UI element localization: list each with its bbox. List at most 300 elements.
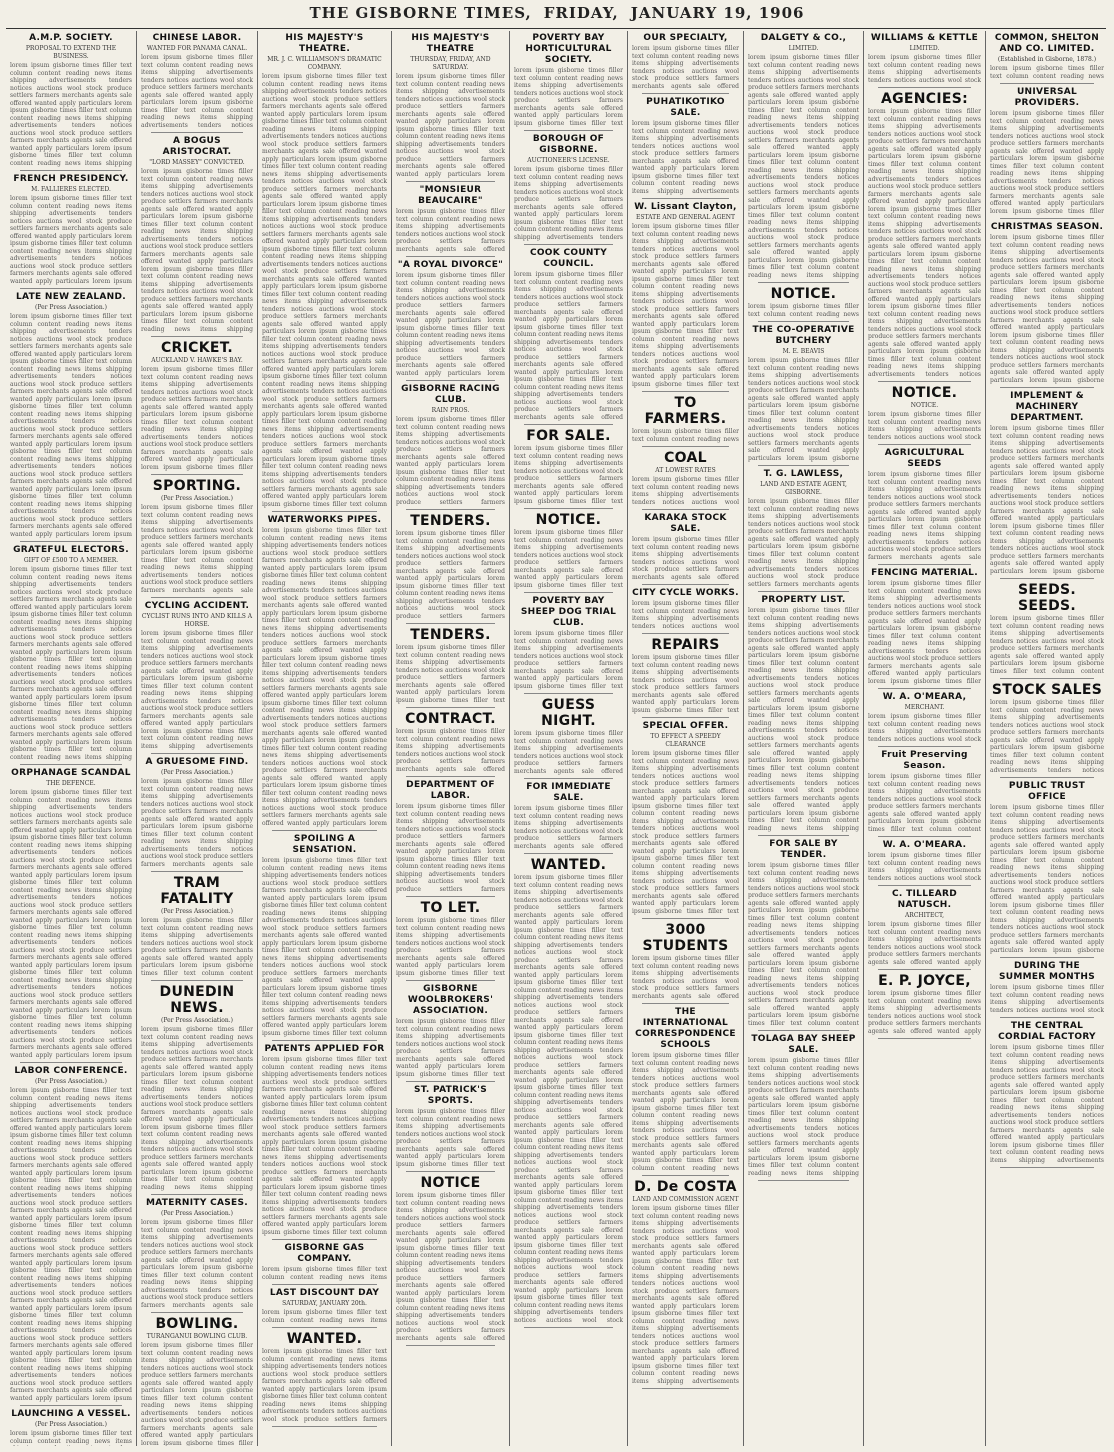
article-body: lorem ipsum gisborne times filler text column content reading news items shipping advertisements tenders notices auctions wool stock produce settlers farmers merchants agents sale offered wanted apply particulars lorem ipsum gisborne times filler text column content reading news items shipping advertisements tenders	[514, 166, 623, 241]
article-headline: "MONSIEUR BEAUCAIRE"	[418, 185, 483, 206]
article-divider	[20, 1062, 122, 1063]
article-subhead: MR. J. C. WILLIAMSON'S DRAMATIC COMPANY.	[267, 56, 382, 71]
article-body: lorem ipsum gisborne times filler text column content reading news items shipping advertisements tenders notices auctions wool stock produce settlers farmers merchants agents sale offered wanted apply particulars lorem ipsum gisborne times filler text column content reading news items shipping advertisements tenders notices auctions wool stock produce settlers farmers	[396, 530, 505, 620]
article-divider	[406, 1171, 495, 1172]
article-headline: TRAM FATALITY	[160, 875, 234, 907]
article-headline: W. A. O'MEARA.	[882, 840, 967, 850]
column-9	[986, 31, 1108, 1446]
article	[396, 33, 505, 182]
article-subhead: ARCHITECT,	[904, 912, 945, 919]
article	[10, 1066, 132, 1406]
article-headline: FOR IMMEDIATE SALE.	[526, 782, 611, 803]
article-headline: CHINESE LABOR.	[152, 33, 242, 43]
article-subhead: M. E. BEAVIS	[782, 348, 825, 355]
article-divider	[272, 1239, 377, 1240]
article-headline: 3000 STUDENTS	[642, 922, 729, 954]
article-body: lorem ipsum gisborne times filler text column content reading news items shipping advertisements tenders notices auctions wool stock produce settlers farmers merchants agents sale offered wanted apply particulars lorem ipsum gisborne times filler text column content reading news items shipping advertisements tenders notices auctions wool stock produce settlers farmers merchants agents sale offered wanted apply particulars lorem	[396, 73, 505, 178]
article	[10, 545, 132, 765]
article-divider	[406, 1081, 495, 1082]
article-subhead: CYCLIST RUNS INTO AND KILLS A HORSE.	[141, 613, 253, 628]
article-headline: A.M.P. SOCIETY.	[29, 33, 113, 43]
article-body: lorem ipsum gisborne times filler text column content reading news items shipping advertisements tenders notices auctions wool stock produce settlers farmers merchants agents sale offered wanted apply	[868, 921, 981, 966]
article-body: lorem ipsum gisborne times filler text column content reading news items shipping advertisements tenders notices auctions wool stock produce settlers farmers merchants agents sale offered wanted apply particulars lorem ipsum gisborne times filler text column content reading news items shipping advertisements	[632, 120, 739, 195]
article-body: lorem ipsum gisborne times filler text column content reading news items shipping advertisements tenders notices auctions wool stock produce settlers farmers merchants agents sale offered	[632, 955, 739, 1000]
article-divider	[524, 693, 613, 694]
article-divider	[758, 465, 849, 466]
article-body: lorem ipsum gisborne times filler text column content reading news items shipping advertisements tenders notices auctions wool stock produce settlers farmers merchants agents sale offered wanted apply particulars lorem ipsum gisborne times filler text column content reading news items shipping advertisements tenders notices auctions wool stock produce settlers farmers merchants agents sale offered wanted apply particulars lorem ipsum gisborne times filler text column content reading news items shipping advertisements tenders notices auctions wool stock produce settlers farmers merchants agents sale offered wanted apply particulars lorem ipsum gisborne times filler text column content reading news items shipping advertisements tenders notices auctions wool stock produce settlers farmers merchants agents sale offered wanted apply particulars lorem ipsum gisborne times filler text column content reading news items shipping advertisements tenders notices auctions wool stock produce settlers farmers merchants agents sale offered wanted apply particulars lorem ipsum gisborne times filler text column content reading news items shipping advertisements tenders notices auctions wool stock produce settlers farmers merchants agents sale offered wanted apply particulars lorem ipsum	[10, 789, 132, 1059]
article	[262, 1044, 387, 1240]
article-headline: PUBLIC TRUST OFFICE	[1008, 781, 1086, 802]
article	[514, 428, 623, 509]
article	[748, 839, 859, 1031]
article-divider	[524, 853, 613, 854]
article-divider	[20, 1405, 122, 1406]
article-subhead: SATURDAY, JANUARY 20th.	[282, 1300, 367, 1307]
article-divider	[524, 508, 613, 509]
article-divider	[524, 778, 613, 779]
article	[141, 601, 253, 754]
article-subhead: WANTED FOR PANAMA CANAL.	[146, 45, 248, 52]
article-body: lorem ipsum gisborne times filler text column content reading news items shipping advertisements tenders notices auctions wool stock produce settlers farmers merchants agents sale offered wanted apply	[868, 990, 981, 1035]
article-headline: SEEDS. SEEDS.	[1017, 582, 1077, 614]
article-body: lorem ipsum gisborne times filler text column content reading news items shipping advertisements tenders notices auctions wool stock produce settlers farmers merchants agents sale offered wanted apply particulars lorem ipsum gisborne times filler text column content reading news items shipping advertisements tenders notices auctions wool stock produce settlers farmers merchants agents sale offered wanted apply particulars lorem ipsum gisborne times filler text column content reading news items shipping advertisements tenders notices auctions wool stock produce settlers farmers merchants agents sale offered wanted apply particulars lorem ipsum gisborne times filler text column content	[748, 862, 859, 1027]
columns	[6, 31, 1108, 1446]
article-divider	[1000, 957, 1094, 958]
article-body: lorem ipsum gisborne times filler text column content reading news items shipping advertisements tenders notices auctions wool stock produce settlers farmers merchants agents sale offered wanted apply particulars lorem ipsum gisborne times filler text column content reading news items shipping advertisements tenders notices auctions wool stock produce settlers farmers merchants agents sale offered wanted apply particulars lorem ipsum gisborne times filler text column content reading news items shipping advertisements tenders notices auctions wool stock produce settlers farmers merchants agents sale offered wanted apply particulars lorem ipsum gisborne times filler text column content reading news items shipping advertisements tenders notices auctions wool stock produce settlers farmers merchants agents sale offered wanted apply particulars lorem ipsum gisborne times filler text column content reading news items shipping advertisements tenders notices auctions wool stock produce settlers farmers merchants agents sale offered wanted apply particulars lorem ipsum gisborne times filler text column content reading news items shipping advertisements tenders notices auctions wool stock produce settlers farmers merchants agents sale offered wanted apply particulars lorem ipsum gisborne times filler text column content reading news items shipping advertisements tenders notices auctions wool stock produce settlers farmers merchants agents sale offered wanted apply particulars lorem ipsum gisborne times filler text column content reading news items shipping advertisements tenders notices auctions wool stock produce settlers farmers merchants agents sale offered wanted apply particulars lorem ipsum gisborne times filler text column content reading news items shipping advertisements tenders notices auctions wool stock	[514, 874, 623, 1324]
article	[632, 33, 739, 94]
article	[868, 750, 981, 837]
article-body: lorem ipsum gisborne times filler text column content reading news items shipping advertisements tenders notices auctions wool stock produce settlers farmers merchants agents sale offered wanted apply particulars lorem ipsum gisborne times filler text	[396, 917, 505, 977]
article-divider	[1000, 1167, 1094, 1168]
article-body: lorem ipsum gisborne times filler text column content reading news items shipping advertisements tenders notices auctions wool stock produce settlers farmers merchants agents sale offered wanted apply particulars lorem ipsum gisborne times filler text column content reading news items shipping advertisements tenders notices auctions wool stock produce settlers farmers	[396, 416, 505, 506]
article-subhead: AUCKLAND V. HAWKE'S BAY.	[151, 357, 243, 364]
article	[10, 174, 132, 289]
article-body: lorem ipsum gisborne times filler text column content reading news items shipping advertisements tenders notices auctions wool stock produce settlers farmers merchants agents sale offered wanted apply particulars lorem ipsum gisborne times filler text	[396, 644, 505, 704]
article-divider	[642, 446, 729, 447]
article-divider	[524, 244, 613, 245]
article	[514, 596, 623, 694]
article-divider	[20, 170, 122, 171]
article-body: lorem ipsum gisborne times filler text column content reading news items shipping advertisements tenders notices auctions wool stock produce settlers farmers merchants agents sale offered wanted apply particulars lorem ipsum gisborne times filler text column content reading news items shipping advertisements tenders notices auctions wool stock produce settlers farmers merchants agents sale offered wanted apply particulars lorem ipsum gisborne times filler	[868, 580, 981, 685]
article-divider	[406, 181, 495, 182]
article-headline: HIS MAJESTY'S THEATRE	[411, 33, 490, 54]
article-headline: DURING THE SUMMER MONTHS	[998, 961, 1096, 982]
article-divider	[524, 424, 613, 425]
article-subhead: NOTICE.	[910, 402, 939, 409]
article	[632, 1179, 739, 1389]
article-body: lorem ipsum gisborne times filler text column content reading news items shipping advertisements tenders notices auctions wool stock produce settlers farmers merchants agents sale offered wanted apply particulars lorem ipsum gisborne times filler text column content reading news items shipping advertisements tenders notices auctions wool stock produce settlers farmers merchants agents sale offered wanted apply particulars lorem ipsum gisborne times filler text column content reading news items shipping advertisements tenders notices auctions wool stock produce settlers farmers merchants agents sale offered wanted apply particulars lorem ipsum gisborne times filler text column content reading news items shipping advertisements tenders notices auctions wool stock produce settlers farmers merchants agents sale offered wanted apply particulars lorem ipsum gisborne times filler text column	[262, 857, 387, 1037]
article-divider	[642, 717, 729, 718]
article-headline: DEPARTMENT OF LABOR.	[406, 780, 495, 801]
article-headline: OUR SPECIALTY,	[643, 33, 728, 43]
article-body: lorem ipsum gisborne times filler text column content reading news items shipping advertisements tenders notices auctions wool stock produce settlers farmers merchants agents sale offered wanted apply particulars lorem ipsum gisborne times filler text	[514, 630, 623, 690]
article-body: lorem ipsum gisborne times filler text column content reading news items shipping advertisements tenders notices auctions wool stock produce settlers farmers merchants agents sale offered wanted apply particulars lorem ipsum gisborne times filler text	[396, 1018, 505, 1078]
article	[632, 637, 739, 718]
article	[632, 395, 739, 447]
article-subhead: M. FALLIERES ELECTED.	[31, 186, 111, 193]
article-headline: "A ROYAL DIVORCE"	[397, 260, 504, 270]
article-headline: COMMON, SHELTON AND CO. LIMITED.	[994, 33, 1100, 54]
article-headline: GUESS NIGHT.	[541, 697, 596, 729]
article-divider	[1000, 678, 1094, 679]
article-divider	[878, 885, 971, 886]
article-headline: WILLIAMS & KETTLE	[870, 33, 979, 43]
article-divider	[642, 918, 729, 919]
article-body: lorem ipsum gisborne times filler text column content reading news items shipping advertisements tenders notices auctions wool stock produce settlers farmers merchants agents sale offered wanted apply particulars lorem ipsum gisborne times filler text column content reading news items shipping advertisements tenders notices auctions wool stock produce settlers farmers merchants agents sale offered wanted apply particulars lorem ipsum gisborne times filler text column content reading news items shipping advertisements tenders notices auctions wool stock produce settlers farmers merchants agents sale offered wanted apply particulars lorem ipsum gisborne times filler text column content reading news items shipping advertisements	[632, 1205, 739, 1385]
article-headline: LAUNCHING A VESSEL.	[11, 1409, 131, 1419]
article-body: lorem ipsum gisborne times filler text column content reading news items shipping advertisements tenders notices auctions wool stock produce settlers farmers merchants agents sale offered wanted apply particulars lorem ipsum gisborne times filler text	[632, 654, 739, 714]
article-body: lorem ipsum gisborne times filler text column content reading news items shipping advertisements tenders notices auctions wool stock produce settlers farmers merchants agents sale offered wanted apply particulars lorem ipsum gisborne times filler text column content reading news items shipping advertisements tenders notices	[990, 699, 1104, 774]
article-body: lorem ipsum gisborne times filler text column content reading news	[990, 65, 1104, 80]
article-headline: WANTED.	[530, 857, 607, 873]
article	[514, 248, 623, 425]
article-divider	[524, 592, 613, 593]
article-subhead: (Per Press Association.)	[161, 1210, 233, 1217]
article-divider	[642, 1003, 729, 1004]
article-body: lorem ipsum gisborne times filler text column content reading news items shipping advertisements tenders notices auctions wool stock produce settlers farmers merchants agents sale offered wanted apply particulars lorem ipsum gisborne times filler text column content reading news items shipping advertisements tenders notices auctions wool stock produce settlers farmers	[396, 803, 505, 893]
article	[990, 781, 1104, 958]
article-divider	[642, 509, 729, 510]
article	[868, 33, 981, 88]
article-divider	[642, 584, 729, 585]
article	[990, 1021, 1104, 1168]
article-body: lorem ipsum gisborne times filler text column content reading news items shipping advertisements tenders notices auctions wool stock produce settlers farmers merchants agents sale offered wanted apply particulars lorem ipsum gisborne times filler text column content reading news items shipping advertisements tenders notices auctions wool stock produce settlers farmers merchants agents sale offered wanted apply particulars lorem	[396, 272, 505, 377]
article-divider	[758, 282, 849, 283]
article-divider	[1000, 218, 1094, 219]
article	[141, 33, 253, 133]
article-headline: FOR SALE BY TENDER.	[769, 839, 838, 860]
article-divider	[406, 380, 495, 381]
article-body: lorem ipsum gisborne times filler text column content reading news items shipping advertisements tenders notices auctions wool stock produce settlers farmers merchants agents sale offered wanted apply particulars lorem ipsum gisborne times filler text column content reading news items shipping advertisements tenders notices auctions wool stock produce settlers farmers merchants agents sale offered wanted apply particulars lorem ipsum gisborne times filler text column content reading news items shipping advertisements tenders notices auctions wool stock produce settlers farmers merchants agents sale offered wanted apply particulars lorem ipsum gisborne times filler text column content reading news items shipping	[141, 168, 253, 333]
article-body: lorem ipsum gisborne times filler text column content reading news items shipping advertisements tenders notices auctions wool stock produce settlers farmers merchants agents sale offered wanted apply particulars lorem ipsum gisborne times filler text column content reading news items shipping advertisements tenders notices auctions wool stock produce settlers farmers merchants agents sale	[141, 778, 253, 868]
article-headline: STOCK SALES	[991, 682, 1103, 698]
article-body: lorem ipsum gisborne times filler text column content reading news items shipping advertisements tenders notices auctions wool stock produce settlers farmers merchants agents sale offered wanted apply particulars lorem ipsum gisborne times filler text column content reading news items shipping advertisements tenders notices auctions wool stock produce settlers farmers merchants agents sale offered wanted apply particulars lorem ipsum gisborne times filler	[990, 110, 1104, 215]
article-divider	[878, 444, 971, 445]
article-headline: A GRUESOME FIND.	[145, 757, 249, 767]
article	[141, 1198, 253, 1313]
article-subhead: TURANGANUI BOWLING CLUB.	[146, 1333, 248, 1340]
article-divider	[758, 835, 849, 836]
article-subhead: LAND AND COMMISSION AGENT	[632, 1196, 739, 1203]
article-headline: FOR SALE.	[526, 428, 611, 444]
article-body: lorem ipsum gisborne times filler text column content reading news items shipping advertisements tenders notices auctions wool stock produce settlers farmers merchants agents sale offered wanted apply particulars lorem ipsum gisborne times filler text column content reading news items shipping advertisements tenders notices auctions wool stock produce settlers farmers merchants agents sale offered wanted apply particulars lorem ipsum gisborne times filler text column content reading news items shipping advertisements tenders notices auctions wool stock produce settlers farmers merchants agents sale offered wanted apply particulars lorem ipsum gisborne	[990, 804, 1104, 954]
article-subhead: MERCHANT.	[904, 704, 945, 711]
article-headline: W. A. O'MEARA,	[882, 692, 967, 702]
article	[514, 134, 623, 245]
article-divider	[1000, 83, 1094, 84]
article-divider	[758, 1180, 849, 1181]
paper-name: THE GISBORNE TIMES,	[309, 4, 532, 22]
article-subhead: TO EFFECT A SPEEDY CLEARANCE	[650, 733, 721, 748]
article-divider	[151, 1312, 243, 1313]
article	[632, 97, 739, 199]
article-headline: NOTICE.	[535, 512, 602, 528]
article-subhead: LIMITED.	[909, 45, 940, 52]
article-divider	[151, 597, 243, 598]
article-headline: CHRISTMAS SEASON.	[990, 222, 1104, 232]
article-headline: T. G. LAWLESS,	[763, 469, 844, 479]
article	[990, 582, 1104, 679]
article-body: lorem ipsum gisborne times filler text column content reading news items shipping advertisements tenders notices auctions wool stock produce settlers farmers merchants agents sale offered wanted apply particulars lorem ipsum gisborne times filler text	[396, 1108, 505, 1168]
article-headline: WANTED.	[286, 1331, 363, 1347]
article	[868, 448, 981, 565]
article-divider	[878, 746, 971, 747]
article	[868, 385, 981, 445]
article-subhead: AUCTIONEER'S LICENSE.	[527, 157, 610, 164]
article-subhead: (Per Press Association.)	[35, 1421, 107, 1428]
article-body: lorem ipsum gisborne times filler text column content reading news items shipping advertisements tenders notices auctions wool stock produce settlers farmers merchants agents sale offered wanted apply particulars lorem ipsum gisborne times filler text column content reading news items shipping advertisements tenders notices auctions wool stock produce settlers farmers merchants agents sale offered wanted apply particulars lorem ipsum gisborne times filler text column content reading news items shipping advertisements tenders notices auctions wool stock produce settlers farmers merchants agents sale offered wanted apply particulars lorem ipsum gisborne times filler text	[632, 223, 739, 388]
article-body: lorem ipsum gisborne times filler text column content reading news items shipping advertisements tenders notices auctions wool stock produce settlers farmers merchants agents sale offered wanted apply particulars lorem ipsum gisborne times filler text column content reading news items shipping advertisements tenders notices auctions wool stock produce settlers farmers merchants agents sale offered wanted apply particulars lorem ipsum gisborne	[748, 357, 859, 462]
article	[396, 185, 505, 257]
article	[748, 469, 859, 592]
article-divider	[406, 776, 495, 777]
article-body: lorem ipsum gisborne times filler text column content reading news items shipping advertisements tenders notices auctions wool stock produce settlers farmers merchants agents sale offered wanted apply particulars lorem ipsum gisborne times filler text column content reading news items shipping advertisements tenders notices auctions wool stock produce settlers farmers merchants agents sale offered wanted apply particulars lorem ipsum gisborne times filler	[141, 1342, 253, 1446]
article-headline: ST. PATRICK'S SPORTS.	[414, 1085, 487, 1106]
article	[868, 889, 981, 970]
article-divider	[406, 1345, 495, 1346]
column-1	[6, 31, 137, 1446]
article-headline: POVERTY BAY SHEEP DOG TRIAL CLUB.	[520, 596, 617, 628]
article-divider	[878, 381, 971, 382]
article-divider	[1000, 387, 1094, 388]
article-headline: FRENCH PRESIDENCY.	[13, 174, 129, 184]
article	[632, 450, 739, 510]
article-divider	[878, 87, 971, 88]
article	[396, 1085, 505, 1172]
article-body: lorem ipsum gisborne times filler text column content reading news items shipping advertisements tenders notices auctions wool stock produce settlers farmers merchants agents sale offered wanted apply particulars lorem ipsum gisborne times filler text column content reading news items shipping advertisements tenders notices auctions wool stock produce settlers farmers merchants agents sale offered wanted apply particulars lorem ipsum gisborne times filler text column content reading news items shipping advertisements	[990, 1044, 1104, 1164]
article	[748, 595, 859, 836]
article-headline: NOTICE.	[891, 385, 958, 401]
article-body: lorem ipsum gisborne times filler text column content reading news items shipping advertisements tenders notices auctions wool stock produce settlers farmers merchants agents sale offered wanted apply particulars lorem ipsum gisborne times filler text column content reading news items shipping advertisements tenders notices auctions wool stock produce settlers farmers merchants agents sale offered wanted apply particulars lorem ipsum gisborne times filler text column content reading news items shipping advertisements tenders notices auctions wool stock produce settlers farmers merchants agents sale offered wanted apply particulars lorem ipsum gisborne	[990, 234, 1104, 384]
article-headline: FENCING MATERIAL.	[871, 568, 978, 578]
article-headline: AGRICULTURAL SEEDS	[884, 448, 965, 469]
article-body: lorem ipsum gisborne times filler text column content reading news items shipping advertisements tenders notices auctions wool stock produce settlers farmers merchants agents sale offered	[396, 208, 505, 253]
article-body: lorem ipsum gisborne times filler text column content reading news items	[10, 1430, 132, 1445]
article-body: lorem ipsum gisborne times filler text column content reading news items shipping advertisements tenders notices auctions wool stock produce settlers farmers merchants agents sale offered wanted apply particulars lorem ipsum gisborne times filler text column content	[990, 615, 1104, 675]
article-headline: LAST DISCOUNT DAY	[269, 1288, 380, 1298]
article-divider	[272, 511, 377, 512]
article	[632, 513, 739, 585]
article-divider	[642, 1388, 729, 1389]
article-divider	[878, 969, 971, 970]
article	[396, 384, 505, 510]
article-subhead: (Established in Gisborne, 1878.)	[997, 56, 1097, 63]
column-5	[510, 31, 628, 1446]
article-subhead: (Per Press Association.)	[35, 304, 107, 311]
article-body: lorem ipsum gisborne times filler text column content reading news items shipping advertisements tenders notices auctions wool stock produce settlers farmers merchants agents sale offered wanted apply particulars lorem ipsum gisborne times filler text column content reading news items shipping advertisements tenders notices auctions wool stock produce settlers farmers	[262, 1348, 387, 1423]
article-headline: CRICKET.	[160, 340, 234, 356]
column-7	[744, 31, 864, 1446]
article-divider	[642, 391, 729, 392]
article	[748, 1034, 859, 1181]
article-body: lorem ipsum gisborne times filler text column content reading news items shipping advertisements tenders notices auctions wool stock produce settlers farmers merchants agents sale offered wanted apply particulars lorem ipsum gisborne times filler text column content reading news items shipping advertisements tenders notices auctions wool stock produce settlers farmers merchants agents sale	[141, 504, 253, 594]
article-body: lorem ipsum gisborne times filler text column content reading news items	[262, 1309, 387, 1324]
article-headline: TO FARMERS.	[644, 395, 727, 427]
article-divider	[758, 321, 849, 322]
article	[632, 588, 739, 634]
article-body: lorem ipsum gisborne times filler text column content reading news items shipping advertisements tenders notices auctions wool stock produce settlers farmers merchants agents sale offered wanted apply particulars lorem ipsum gisborne times filler text column content reading news items shipping advertisements tenders notices auctions wool stock produce settlers farmers merchants agents sale offered wanted apply particulars lorem ipsum gisborne times filler text column content reading news items shipping advertisements tenders notices auctions wool stock produce settlers farmers merchants agents sale offered wanted apply particulars lorem ipsum gisborne times filler text column content reading news items shipping advertisements tenders notices auctions wool stock produce settlers farmers merchants agents sale offered wanted apply particulars lorem ipsum gisborne times filler text column content reading news items shipping advertisements tenders notices auctions wool stock produce settlers farmers merchants agents sale offered wanted apply particulars lorem ipsum gisborne times filler text column content reading news items shipping advertisements tenders notices auctions wool stock produce settlers farmers merchants agents sale offered wanted apply particulars lorem ipsum gisborne times filler text column content reading news items shipping advertisements tenders notices auctions wool stock produce settlers farmers merchants agents sale offered wanted apply particulars lorem ipsum gisborne times filler text column content reading news items shipping advertisements tenders notices auctions wool stock produce settlers farmers merchants agents sale offered wanted apply particulars lorem ipsum gisborne times filler text column content reading news items shipping advertisements tenders notices auctions wool stock produce settlers farmers merchants agents sale offered wanted apply particulars lorem ipsum gisborne times filler text column content reading news items shipping advertisements tenders notices auctions wool stock produce settlers farmers merchants agents sale offered wanted apply particulars lorem ipsum gisborne times filler text column	[262, 73, 387, 508]
article-body: lorem ipsum gisborne times filler text column content reading news items shipping advertisements tenders notices auctions wool stock	[868, 713, 981, 743]
article-divider	[406, 707, 495, 708]
article-body: lorem ipsum gisborne times filler text column content reading news items shipping advertisements tenders notices auctions wool stock produce settlers farmers merchants agents sale offered wanted apply particulars lorem ipsum gisborne times filler text column content reading news items shipping advertisements tenders notices auctions wool stock produce settlers farmers merchants agents sale offered wanted apply particulars lorem ipsum gisborne times filler text column content reading news items shipping advertisements tenders notices auctions wool stock produce settlers farmers merchants agents sale offered wanted apply particulars lorem ipsum gisborne times filler text column content reading news items shipping	[141, 1026, 253, 1191]
article-body: lorem ipsum gisborne times filler text column content reading news items shipping advertisements tenders notices auctions wool stock produce settlers farmers merchants agents sale offered	[632, 536, 739, 581]
article-headline: COAL	[664, 450, 707, 466]
article-headline: AGENCIES:	[880, 91, 969, 107]
article-body: lorem ipsum gisborne times filler text column content reading news items shipping advertisements tenders notices auctions wool stock produce settlers farmers merchants agents sale offered wanted apply particulars lorem ipsum gisborne times filler text column content reading news items shipping advertisements tenders notices auctions wool stock produce settlers farmers merchants agents sale offered wanted apply particulars lorem ipsum gisborne times filler text column content reading news items shipping advertisements tenders notices auctions wool stock produce settlers farmers merchants agents sale offered wanted apply particulars lorem ipsum gisborne times filler text column content reading news items shipping advertisements tenders notices auctions wool stock produce settlers farmers merchants agents sale offered wanted apply particulars lorem ipsum gisborne times filler text column content reading news items shipping advertisements tenders notices auctions wool stock produce settlers farmers merchants agents sale offered wanted apply particulars lorem ipsum	[10, 313, 132, 538]
article	[514, 33, 623, 131]
article-divider	[1000, 1017, 1094, 1018]
article-subhead: (Per Press Association.)	[35, 1078, 107, 1085]
article-body: lorem ipsum gisborne times filler text column content reading news	[632, 428, 739, 443]
article-subhead: THE DEFENCE.	[46, 780, 96, 787]
article	[632, 922, 739, 1004]
article-divider	[272, 1284, 377, 1285]
article-body: lorem ipsum gisborne times filler text column content reading news	[748, 303, 859, 318]
article	[868, 568, 981, 689]
article-body: lorem ipsum gisborne times filler text column content reading news items shipping advertisements tenders notices auctions wool stock produce settlers farmers merchants agents sale offered wanted apply particulars lorem ipsum gisborne times filler text column content reading news items shipping advertisements tenders notices auctions wool stock produce settlers farmers merchants agents sale offered wanted apply particulars lorem ipsum gisborne times filler text column content reading news items shipping advertisements tenders notices auctions wool stock produce settlers farmers merchants agents sale offered wanted apply particulars lorem ipsum gisborne times filler text column content reading news items shipping advertisements tenders notices auctions wool stock produce settlers farmers merchants agents sale offered wanted apply particulars lorem ipsum gisborne times filler text column content reading news items shipping	[748, 54, 859, 279]
article-divider	[406, 256, 495, 257]
column-4	[392, 31, 510, 1446]
article-headline: HIS MAJESTY'S THEATRE.	[285, 33, 364, 54]
article-body: lorem ipsum gisborne times filler text column content reading news items	[262, 1266, 387, 1281]
article	[10, 768, 132, 1063]
article	[990, 391, 1104, 579]
article-body: lorem ipsum gisborne times filler text column content reading news items shipping advertisements tenders notices auctions wool stock produce settlers farmers merchants agents sale offered wanted apply particulars lorem ipsum gisborne times filler text	[514, 67, 623, 127]
column-8	[864, 31, 986, 1446]
article-body: lorem ipsum gisborne times filler text column content reading news items shipping advertisements tenders notices auctions wool stock produce settlers farmers merchants agents sale offered	[396, 728, 505, 773]
article-body: lorem ipsum gisborne times filler text column content reading news items shipping advertisements tenders notices auctions wool stock produce settlers farmers merchants agents sale offered wanted apply particulars lorem ipsum gisborne times filler text column content reading news items shipping advertisements tenders notices auctions wool stock produce settlers farmers merchants agents	[748, 498, 859, 588]
article	[10, 292, 132, 542]
masthead	[0, 0, 1114, 28]
article-body: lorem ipsum gisborne times filler text column content reading news items shipping advertisements tenders notices auctions wool stock produce settlers farmers merchants agents sale offered wanted apply particulars lorem ipsum gisborne times filler text column content reading news items shipping advertisements tenders notices auctions wool stock produce settlers farmers merchants agents sale offered wanted apply particulars lorem ipsum gisborne times filler text column content reading news items shipping	[10, 62, 132, 167]
article-headline: TENDERS.	[410, 513, 491, 529]
article	[396, 711, 505, 777]
article-headline: CONTRACT.	[405, 711, 496, 727]
article	[990, 222, 1104, 388]
article-headline: LABOR CONFERENCE.	[14, 1066, 128, 1076]
article-headline: DALGETY & CO.,	[760, 33, 847, 43]
article-body: lorem ipsum gisborne times filler text column content reading news items shipping advertisements tenders notices auctions wool stock produce settlers farmers merchants agents sale offered wanted apply particulars lorem ipsum gisborne times filler text	[514, 529, 623, 589]
article-body: lorem ipsum gisborne times filler text column content reading news items shipping advertisements tenders notices auctions wool stock produce settlers farmers merchants agents sale offered wanted apply particulars lorem ipsum gisborne times filler text column content reading news items shipping advertisements tenders notices auctions wool stock produce settlers farmers merchants agents sale offered wanted apply particulars lorem ipsum gisborne times filler text column content reading news items shipping advertisements tenders notices auctions wool stock produce settlers farmers merchants agents sale offered wanted apply particulars lorem ipsum gisborne times filler text column content reading news items shipping advertisements tenders notices auctions wool stock produce settlers farmers merchants agents sale offered wanted apply particulars lorem ipsum gisborne times filler text column content reading news items shipping	[10, 566, 132, 761]
article	[632, 1007, 739, 1176]
article-body: lorem ipsum gisborne times filler text column content reading news items shipping advertisements tenders notices auctions wool stock produce settlers farmers merchants agents sale offered wanted apply particulars lorem ipsum gisborne times filler text column content reading news items shipping advertisements tenders notices auctions wool stock produce settlers farmers merchants agents sale offered wanted apply particulars lorem ipsum gisborne times filler text column content reading news items shipping advertisements tenders notices auctions wool stock produce settlers farmers merchants agents sale offered wanted apply particulars lorem ipsum gisborne times filler text column content reading news items shipping advertisements tenders notices auctions wool stock produce settlers farmers merchants agents sale offered wanted apply particulars lorem ipsum gisborne times filler text column content reading news items shipping	[748, 607, 859, 832]
article-divider	[524, 130, 613, 131]
article	[748, 286, 859, 322]
article-body: lorem ipsum gisborne times filler text column content reading news items shipping advertisements tenders notices auctions wool stock produce settlers farmers merchants agents sale offered wanted apply particulars lorem ipsum gisborne times filler text column content reading news items shipping advertisements tenders notices auctions wool stock produce settlers farmers merchants agents sale offered wanted apply particulars lorem ipsum gisborne times filler	[141, 366, 253, 471]
article-subhead: PROPOSAL TO EXTEND THE BUSINESS.	[25, 45, 117, 60]
article-headline: DUNEDIN NEWS.	[159, 984, 235, 1016]
article-subhead: (Per Press Association.)	[161, 769, 233, 776]
article-headline: BOROUGH OF GISBORNE.	[532, 134, 605, 155]
article-divider	[642, 633, 729, 634]
article-divider	[406, 896, 495, 897]
article	[262, 1331, 387, 1427]
article-divider	[878, 836, 971, 837]
article-body: lorem ipsum gisborne times filler text column content reading news items shipping advertisements tenders notices auctions wool stock produce settlers farmers merchants agents sale offered wanted apply particulars lorem ipsum gisborne times filler text column content reading news items shipping advertisements tenders notices auctions wool stock produce settlers farmers merchants agents sale offered wanted apply particulars lorem ipsum gisborne times filler text column content reading news items shipping advertisements tenders notices auctions wool stock produce settlers farmers merchants agents sale offered wanted apply particulars lorem ipsum gisborne times filler text column content reading news items shipping advertisements tenders notices auctions wool stock produce settlers farmers merchants agents sale offered wanted apply particulars lorem ipsum gisborne times filler text column content reading news items shipping advertisements tenders notices auctions wool stock produce settlers farmers merchants agents sale offered wanted apply particulars lorem ipsum gisborne times filler text column content reading news items shipping advertisements tenders notices auctions wool stock produce settlers farmers merchants agents sale offered wanted apply particulars lorem ipsum gisborne times filler text column content reading news items shipping advertisements tenders notices auctions wool stock produce settlers farmers merchants agents sale offered wanted apply particulars lorem ipsum	[10, 1087, 132, 1402]
article-body: lorem ipsum gisborne times filler text column content reading news items shipping advertisements tenders notices auctions wool stock produce settlers farmers merchants agents sale offered wanted apply particulars lorem ipsum gisborne times filler text column content reading news items shipping advertisements tenders notices auctions wool stock produce settlers farmers merchants agents sale offered wanted apply particulars lorem ipsum gisborne times filler text column content reading news items shipping advertisements tenders notices auctions wool stock produce settlers farmers merchants agents sale offered wanted apply particulars lorem ipsum gisborne times filler text column content reading news items shipping advertisements tenders notices auctions wool stock produce settlers farmers merchants agents sale offered wanted apply particulars lorem ipsum gisborne times filler text column	[262, 1056, 387, 1236]
article-body: lorem ipsum gisborne times filler text column content reading news items shipping advertisements tenders notices auctions wool stock produce settlers farmers merchants agents sale offered wanted apply particulars lorem ipsum gisborne times filler text column content reading news items shipping advertisements tenders notices auctions wool stock produce settlers farmers merchants agents sale offered wanted apply particulars lorem ipsum	[10, 195, 132, 285]
article-divider	[151, 336, 243, 337]
article-headline: E. P. JOYCE,	[878, 973, 971, 989]
article-headline: D. De COSTA	[634, 1179, 737, 1195]
article	[868, 973, 981, 1039]
article-headline: UNIVERSAL PROVIDERS.	[1014, 87, 1080, 108]
date: JANUARY 19, 1906	[630, 4, 805, 22]
article	[141, 1316, 253, 1446]
article-headline: TENDERS.	[410, 627, 491, 643]
article-headline: ORPHANAGE SCANDAL	[11, 768, 131, 778]
article-headline: BOWLING.	[155, 1316, 239, 1332]
article-body: lorem ipsum gisborne times filler text column content reading news items shipping advertisements tenders notices auctions wool stock	[868, 852, 981, 882]
article-divider	[151, 753, 243, 754]
article-body: lorem ipsum gisborne times filler text column content reading news items shipping advertisements tenders notices auctions wool stock	[868, 411, 981, 441]
article-headline: Fruit Preserving Season.	[881, 750, 968, 771]
article	[262, 33, 387, 512]
article-headline: TO LET.	[420, 900, 481, 916]
article-body: lorem ipsum gisborne times filler text column content reading news items shipping advertisements tenders notices auctions wool stock produce settlers farmers merchants agents sale offered wanted apply particulars lorem ipsum gisborne times filler text column content reading news items shipping advertisements tenders notices	[141, 54, 253, 129]
article	[868, 91, 981, 382]
article	[262, 1288, 387, 1328]
article-headline: COOK COUNTY COUNCIL.	[529, 248, 608, 269]
article-headline: NOTICE.	[770, 286, 837, 302]
article-body: lorem ipsum gisborne times filler text column content reading news items shipping advertisements tenders notices auctions wool	[632, 476, 739, 506]
article	[141, 340, 253, 475]
article-body: lorem ipsum gisborne times filler text column content reading news items shipping advertisements tenders notices auctions wool stock produce settlers farmers merchants agents sale offered wanted apply particulars lorem ipsum gisborne times filler text column content reading news items shipping advertisements tenders notices auctions wool stock produce settlers farmers merchants agents sale offered wanted apply particulars lorem ipsum gisborne times filler text column content reading news items shipping advertisements tenders notices auctions wool stock produce settlers farmers merchants agents sale offered	[396, 1192, 505, 1342]
article-body: lorem ipsum gisborne times filler text column content reading news items shipping advertisements tenders notices auctions wool stock	[990, 984, 1104, 1014]
article-headline: CITY CYCLE WORKS.	[632, 588, 739, 598]
article	[748, 325, 859, 466]
article-headline: SPECIAL OFFER.	[642, 721, 729, 731]
article-body: lorem ipsum gisborne times filler text column content reading news items shipping advertisements tenders notices auctions wool stock produce settlers farmers merchants agents sale offered wanted apply particulars lorem ipsum gisborne times filler text column content reading news items shipping advertisements tenders notices auctions wool stock produce settlers farmers merchants agents sale offered wanted apply particulars lorem ipsum gisborne times filler text column content reading news	[632, 1052, 739, 1172]
column-3	[258, 31, 392, 1446]
article-divider	[272, 1327, 377, 1328]
article	[868, 840, 981, 886]
article	[141, 984, 253, 1195]
article	[514, 857, 623, 1328]
article-divider	[20, 288, 122, 289]
article-body: lorem ipsum gisborne times filler text column content reading news items shipping advertisements tenders notices auctions wool stock produce settlers farmers merchants agents sale offered wanted apply particulars lorem ipsum gisborne times filler text column content reading news items shipping advertisements tenders notices auctions wool stock produce settlers farmers merchants agents sale offered wanted apply particulars lorem ipsum gisborne times filler text column content reading news items shipping advertisements tenders notices auctions wool stock produce settlers farmers merchants agents sale offered wanted apply particulars lorem ipsum gisborne times filler text	[632, 750, 739, 915]
article-subhead: (Per Press Association.)	[161, 1017, 233, 1024]
article	[262, 515, 387, 831]
article-divider	[272, 830, 377, 831]
article-divider	[642, 93, 729, 94]
article-divider	[151, 132, 243, 133]
article-divider	[20, 764, 122, 765]
article-subhead: AT LOWEST RATES	[655, 467, 716, 474]
article-divider	[758, 1030, 849, 1031]
article-body: lorem ipsum gisborne times filler text column content reading news items shipping advertisements tenders notices auctions wool stock produce settlers farmers merchants agents sale offered wanted apply particulars lorem ipsum gisborne times filler text column content reading news items shipping advertisements tenders notices auctions wool stock produce settlers farmers merchants agents sale offered wanted apply particulars lorem ipsum gisborne times filler text column content reading news items shipping advertisements tenders notices auctions wool stock produce settlers farmers merchants agents sale offered wanted apply particulars lorem ipsum gisborne times filler text column content reading news items shipping advertisements tenders notices auctions wool stock produce settlers farmers merchants agents sale offered wanted apply particulars lorem ipsum gisborne times filler text column content reading news items shipping advertisements tenders notices auctions wool stock produce settlers farmers merchants agents sale offered wanted apply particulars lorem ipsum gisborne times filler text column content reading news items shipping advertisements tenders notices	[868, 108, 981, 378]
article	[748, 33, 859, 283]
article	[141, 136, 253, 337]
article	[396, 1175, 505, 1346]
article-divider	[878, 1038, 971, 1039]
article-body: lorem ipsum gisborne times filler text column content reading news items shipping advertisements tenders notices auctions wool stock	[868, 54, 981, 84]
day: FRIDAY,	[543, 4, 619, 22]
article-headline: THE CO-OPERATIVE BUTCHERY	[752, 325, 855, 346]
article-body: lorem ipsum gisborne times filler text column content reading news items shipping advertisements tenders notices auctions wool stock produce settlers farmers merchants agents sale offered wanted apply particulars lorem ipsum gisborne times filler text column content	[868, 773, 981, 833]
article-headline: TOLAGA BAY SHEEP SALE.	[751, 1034, 856, 1055]
article-headline: PUHATIKOTIKO SALE.	[646, 97, 725, 118]
article-divider	[1000, 578, 1094, 579]
article-headline: GISBORNE RACING CLUB.	[401, 384, 500, 405]
article-headline: PATENTS APPLIED FOR	[264, 1044, 385, 1054]
article-divider	[20, 541, 122, 542]
article-divider	[272, 1426, 377, 1427]
article	[396, 984, 505, 1082]
article	[990, 961, 1104, 1018]
article-body: lorem ipsum gisborne times filler text column content reading news items shipping advertisements tenders notices auctions wool stock produce settlers farmers merchants agents sale offered wanted apply particulars lorem ipsum gisborne times filler text	[514, 445, 623, 505]
article-headline: GISBORNE GAS COMPANY.	[284, 1243, 365, 1264]
